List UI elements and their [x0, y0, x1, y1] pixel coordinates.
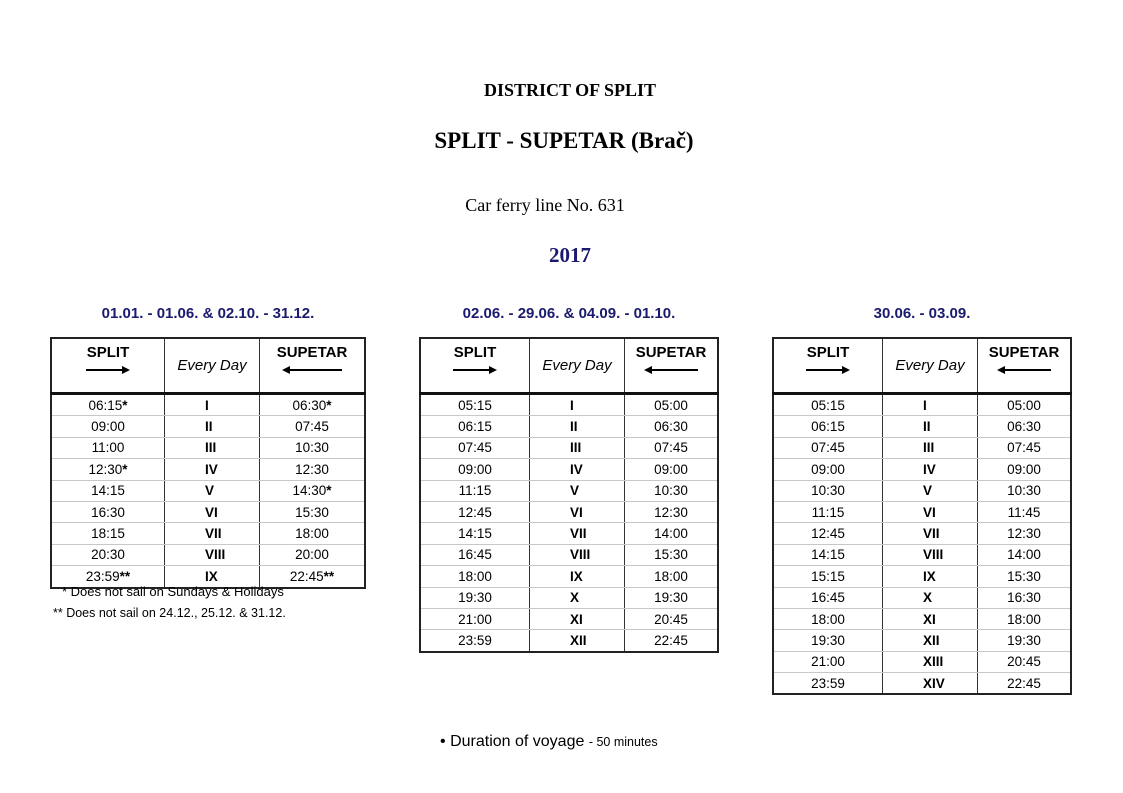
column-header-supetar [260, 338, 366, 394]
departure-number-value: X [570, 590, 580, 606]
supetar-departure [978, 416, 1072, 437]
supetar-departure-value: 18:00 [654, 568, 688, 584]
split-departure [420, 480, 530, 501]
split-departure [773, 480, 883, 501]
voyage-duration [440, 733, 658, 751]
departure-number [530, 523, 625, 544]
departure-number [883, 608, 978, 629]
arrow-left-icon [997, 366, 1051, 374]
split-departure [773, 394, 883, 416]
supetar-departure-value: 09:00 [654, 461, 688, 477]
departure-number-value: XIII [923, 654, 944, 670]
departure-number-value: VII [205, 526, 222, 542]
departure-number-value: I [205, 397, 209, 413]
footnote-mark: * [326, 483, 332, 499]
supetar-departure [625, 480, 719, 501]
column-header-every-day: Every Day [883, 338, 978, 394]
arrow-left-icon [644, 366, 698, 374]
split-departure [420, 587, 530, 608]
timetable-1 [50, 337, 366, 589]
timetable-row [420, 394, 718, 416]
timetable-row [51, 459, 365, 480]
departure-number [165, 394, 260, 416]
timetable-row [51, 480, 365, 501]
supetar-departure [978, 523, 1072, 544]
timetable-row [773, 630, 1071, 651]
departure-number-value: VIII [205, 547, 226, 563]
split-departure [51, 501, 165, 522]
departure-number-value: VIII [923, 547, 944, 563]
departure-number [165, 501, 260, 522]
split-departure-value: 19:30 [458, 590, 492, 606]
departure-number-value: XI [923, 611, 936, 627]
supetar-departure [260, 544, 366, 565]
split-departure [773, 416, 883, 437]
supetar-departure [978, 608, 1072, 629]
timetable-row [420, 480, 718, 501]
split-departure [51, 544, 165, 565]
timetable-3 [772, 337, 1072, 695]
departure-number-value: V [205, 483, 215, 499]
departure-number-value: XIV [923, 675, 945, 691]
column-header-split [420, 338, 530, 394]
timetable-row [420, 501, 718, 522]
split-departure [51, 459, 165, 480]
departure-number [530, 566, 625, 587]
split-departure-value: 23:59 [85, 568, 120, 584]
period-label-1: 01.01. - 01.06. & 02.10. - 31.12. [101, 305, 315, 322]
timetable-row [773, 437, 1071, 458]
split-departure-value: 14:15 [91, 483, 125, 499]
arrow-left-icon [282, 366, 342, 374]
supetar-departure [625, 459, 719, 480]
departure-number-value: VIII [570, 547, 591, 563]
departure-number-value: II [205, 419, 213, 435]
split-departure-value: 16:30 [91, 504, 125, 520]
supetar-departure-value: 14:30 [292, 483, 327, 499]
split-departure-value: 21:00 [458, 611, 492, 627]
duration-value: - 50 minutes [588, 735, 658, 749]
supetar-departure-value: 15:30 [295, 504, 329, 520]
split-departure [773, 651, 883, 672]
supetar-departure [978, 566, 1072, 587]
timetable-row [51, 544, 365, 565]
supetar-departure-value: 15:30 [654, 547, 688, 563]
arrow-right-icon [806, 366, 850, 374]
departure-number-value: XII [570, 632, 587, 648]
supetar-departure-value: 18:00 [295, 526, 329, 542]
timetable-row [51, 523, 365, 544]
supetar-departure [260, 523, 366, 544]
departure-number-value: VII [570, 526, 587, 542]
timetable-row [420, 544, 718, 565]
footnote-1: * Does not sail on Sundays & Holidays [62, 584, 284, 599]
supetar-departure-value: 19:30 [1007, 632, 1041, 648]
header-label: SUPETAR [988, 344, 1060, 361]
split-departure [51, 394, 165, 416]
departure-number-value: V [570, 483, 580, 499]
split-departure-value: 05:15 [811, 397, 845, 413]
supetar-departure [978, 544, 1072, 565]
split-departure [420, 630, 530, 652]
header-label: SUPETAR [635, 344, 707, 361]
timetable-row [420, 523, 718, 544]
split-departure-value: 11:15 [811, 504, 845, 520]
supetar-departure [625, 544, 719, 565]
column-header-supetar [978, 338, 1072, 394]
departure-number [530, 587, 625, 608]
split-departure [420, 566, 530, 587]
departure-number [883, 437, 978, 458]
timetable-row [773, 673, 1071, 695]
supetar-departure-value: 05:00 [1007, 397, 1041, 413]
split-departure-value: 16:45 [811, 590, 845, 606]
supetar-departure [625, 630, 719, 652]
departure-number-value: II [923, 419, 931, 435]
supetar-departure [978, 501, 1072, 522]
split-departure [420, 394, 530, 416]
departure-number [165, 523, 260, 544]
departure-number [883, 544, 978, 565]
column-header-every-day: Every Day [165, 338, 260, 394]
split-departure-value: 06:15 [88, 397, 123, 413]
year: 2017 [549, 243, 591, 267]
split-departure-value: 09:00 [811, 461, 845, 477]
split-departure [773, 608, 883, 629]
period-label-2: 02.06. - 29.06. & 04.09. - 01.10. [462, 305, 676, 322]
departure-number [530, 394, 625, 416]
departure-number-value: II [570, 419, 578, 435]
split-departure-value: 07:45 [811, 440, 845, 456]
departure-number [883, 394, 978, 416]
split-departure-value: 18:00 [458, 568, 492, 584]
supetar-departure [978, 394, 1072, 416]
departure-number-value: IV [570, 461, 583, 477]
footnote-mark: ** [119, 568, 131, 584]
departure-number [530, 501, 625, 522]
departure-number [165, 544, 260, 565]
departure-number [883, 459, 978, 480]
timetable-row [420, 587, 718, 608]
departure-number-value: IX [205, 568, 218, 584]
departure-number [530, 608, 625, 629]
timetable-row [773, 651, 1071, 672]
departure-number-value: III [570, 440, 582, 456]
supetar-departure [978, 673, 1072, 695]
supetar-departure-value: 22:45 [289, 568, 324, 584]
supetar-departure [978, 437, 1072, 458]
supetar-departure-value: 20:00 [295, 547, 329, 563]
departure-number [883, 587, 978, 608]
header-label: SUPETAR [276, 344, 348, 361]
footnote-mark: * [326, 397, 332, 413]
timetable-row [420, 566, 718, 587]
departure-number-value: IX [923, 568, 936, 584]
split-departure-value: 05:15 [458, 397, 492, 413]
supetar-departure [625, 501, 719, 522]
supetar-departure-value: 12:30 [295, 461, 329, 477]
header-label: SPLIT [86, 344, 130, 361]
duration-label: Duration of voyage [450, 733, 585, 750]
split-departure [420, 501, 530, 522]
departure-number-value: I [570, 397, 574, 413]
split-departure [773, 523, 883, 544]
footnote-mark: * [122, 461, 128, 477]
departure-number [165, 459, 260, 480]
departure-number [883, 523, 978, 544]
route-title: SPLIT - SUPETAR (Brač) [434, 128, 694, 153]
arrow-right-icon [86, 366, 130, 374]
supetar-departure-value: 06:30 [292, 397, 327, 413]
split-departure [773, 673, 883, 695]
split-departure-value: 12:30 [88, 461, 123, 477]
supetar-departure-value: 10:30 [654, 483, 688, 499]
departure-number [883, 480, 978, 501]
timetable-row [773, 459, 1071, 480]
supetar-departure [978, 480, 1072, 501]
departure-number-value: I [923, 397, 927, 413]
split-departure [420, 523, 530, 544]
split-departure [420, 544, 530, 565]
split-departure [773, 587, 883, 608]
departure-number-value: IV [923, 461, 936, 477]
supetar-departure-value: 07:45 [295, 419, 329, 435]
timetable-row [773, 523, 1071, 544]
departure-number-value: IV [205, 461, 218, 477]
split-departure-value: 11:00 [91, 440, 125, 456]
split-departure [51, 480, 165, 501]
split-departure-value: 07:45 [458, 440, 492, 456]
departure-number-value: VI [570, 504, 583, 520]
supetar-departure-value: 18:00 [1007, 611, 1041, 627]
departure-number [883, 566, 978, 587]
supetar-departure [260, 459, 366, 480]
supetar-departure [978, 587, 1072, 608]
supetar-departure-value: 22:45 [1007, 675, 1041, 691]
split-departure [420, 608, 530, 629]
split-departure [420, 459, 530, 480]
timetable-row [51, 437, 365, 458]
departure-number [883, 501, 978, 522]
supetar-departure [260, 501, 366, 522]
supetar-departure-value: 10:30 [1007, 483, 1041, 499]
supetar-departure-value: 06:30 [654, 419, 688, 435]
split-departure [51, 416, 165, 437]
timetable-row [420, 630, 718, 652]
departure-number-value: III [205, 440, 217, 456]
split-departure-value: 10:30 [811, 483, 845, 499]
supetar-departure-value: 12:30 [654, 504, 688, 520]
header-label: SPLIT [453, 344, 497, 361]
supetar-departure-value: 12:30 [1007, 526, 1041, 542]
column-header-split [51, 338, 165, 394]
departure-number-value: IX [570, 568, 583, 584]
departure-number [530, 630, 625, 652]
split-departure [773, 566, 883, 587]
column-header-every-day: Every Day [530, 338, 625, 394]
timetable-row [773, 394, 1071, 416]
departure-number [165, 437, 260, 458]
timetable-row [773, 566, 1071, 587]
split-departure-value: 11:15 [458, 483, 492, 499]
departure-number-value: VII [923, 526, 940, 542]
supetar-departure [625, 416, 719, 437]
timetable-row [51, 394, 365, 416]
timetable-row [420, 437, 718, 458]
departure-number [165, 480, 260, 501]
split-departure-value: 06:15 [458, 419, 492, 435]
supetar-departure-value: 19:30 [654, 590, 688, 606]
supetar-departure-value: 11:45 [1007, 504, 1041, 520]
departure-number [530, 459, 625, 480]
split-departure-value: 20:30 [91, 547, 125, 563]
supetar-departure-value: 06:30 [1007, 419, 1041, 435]
supetar-departure [260, 480, 366, 501]
split-departure-value: 14:15 [811, 547, 845, 563]
departure-number [530, 544, 625, 565]
supetar-departure-value: 15:30 [1007, 568, 1041, 584]
split-departure [773, 501, 883, 522]
supetar-departure-value: 09:00 [1007, 461, 1041, 477]
supetar-departure-value: 05:00 [654, 397, 688, 413]
split-departure [773, 437, 883, 458]
supetar-departure [978, 459, 1072, 480]
departure-number [883, 673, 978, 695]
departure-number [530, 437, 625, 458]
bullet-icon: • [440, 733, 446, 750]
supetar-departure-value: 16:30 [1007, 590, 1041, 606]
split-departure-value: 09:00 [458, 461, 492, 477]
timetable-row [773, 416, 1071, 437]
split-departure-value: 12:45 [458, 504, 492, 520]
footnote-mark: ** [323, 568, 335, 584]
departure-number [883, 416, 978, 437]
split-departure-value: 18:15 [91, 526, 125, 542]
split-departure-value: 16:45 [458, 547, 492, 563]
departure-number-value: X [923, 590, 933, 606]
column-header-split [773, 338, 883, 394]
footnote-2: ** Does not sail on 24.12., 25.12. & 31.12. [53, 606, 286, 620]
departure-number-value: VI [205, 504, 218, 520]
supetar-departure [260, 437, 366, 458]
period-label-3: 30.06. - 03.09. [873, 305, 971, 322]
departure-number-value: XI [570, 611, 583, 627]
supetar-departure [260, 394, 366, 416]
supetar-departure [625, 587, 719, 608]
timetable-row [773, 587, 1071, 608]
departure-number-value: XII [923, 632, 940, 648]
supetar-departure [625, 394, 719, 416]
supetar-departure [978, 630, 1072, 651]
footnote-mark: * [122, 397, 128, 413]
timetable-row [773, 501, 1071, 522]
timetable-row [51, 501, 365, 522]
supetar-departure-value: 07:45 [1007, 440, 1041, 456]
departure-number [165, 416, 260, 437]
split-departure [773, 459, 883, 480]
supetar-departure [625, 437, 719, 458]
supetar-departure-value: 07:45 [654, 440, 688, 456]
split-departure-value: 19:30 [811, 632, 845, 648]
departure-number-value: III [923, 440, 935, 456]
split-departure-value: 23:59 [458, 632, 492, 648]
split-departure-value: 12:45 [811, 526, 845, 542]
supetar-departure-value: 14:00 [1007, 547, 1041, 563]
arrow-right-icon [453, 366, 497, 374]
split-departure-value: 06:15 [811, 419, 845, 435]
split-departure [773, 630, 883, 651]
timetable-row [420, 416, 718, 437]
header-label: SPLIT [806, 344, 850, 361]
departure-number [883, 630, 978, 651]
district-title: DISTRICT OF SPLIT [483, 80, 657, 100]
supetar-departure-value: 20:45 [654, 611, 688, 627]
timetable-row [420, 608, 718, 629]
departure-number [530, 416, 625, 437]
timetable-row [773, 480, 1071, 501]
split-departure [420, 437, 530, 458]
departure-number [530, 480, 625, 501]
split-departure [773, 544, 883, 565]
column-header-supetar [625, 338, 719, 394]
split-departure-value: 21:00 [811, 654, 845, 670]
line-number: Car ferry line No. 631 [465, 195, 625, 215]
supetar-departure [260, 416, 366, 437]
split-departure-value: 09:00 [91, 419, 125, 435]
supetar-departure [978, 651, 1072, 672]
supetar-departure [625, 566, 719, 587]
supetar-departure-value: 20:45 [1007, 654, 1041, 670]
split-departure-value: 18:00 [811, 611, 845, 627]
split-departure [51, 437, 165, 458]
split-departure-value: 14:15 [458, 526, 492, 542]
supetar-departure-value: 10:30 [295, 440, 329, 456]
timetable-row [420, 459, 718, 480]
departure-number-value: VI [923, 504, 936, 520]
timetable-row [773, 544, 1071, 565]
departure-number [883, 651, 978, 672]
split-departure [420, 416, 530, 437]
split-departure-value: 15:15 [811, 568, 845, 584]
supetar-departure [625, 608, 719, 629]
timetable-row [51, 416, 365, 437]
supetar-departure-value: 22:45 [654, 632, 688, 648]
split-departure [51, 523, 165, 544]
timetable-row [773, 608, 1071, 629]
departure-number-value: V [923, 483, 933, 499]
timetable-2 [419, 337, 719, 653]
split-departure-value: 23:59 [811, 675, 845, 691]
supetar-departure-value: 14:00 [654, 526, 688, 542]
supetar-departure [625, 523, 719, 544]
